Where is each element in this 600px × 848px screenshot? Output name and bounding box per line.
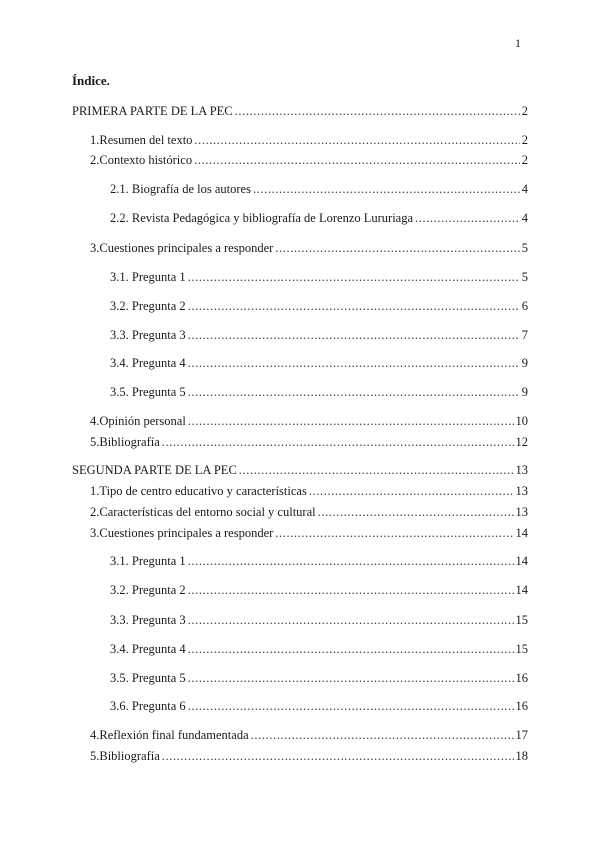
toc-entry-page: 13 bbox=[515, 463, 528, 477]
toc-entry-label: Tipo de centro educativo y características bbox=[99, 484, 307, 498]
toc-entry-label: 2.1. Biografía de los autores bbox=[110, 182, 251, 196]
toc-entry-page: 15 bbox=[515, 642, 528, 656]
toc-leader bbox=[188, 641, 514, 657]
toc-entry[interactable] bbox=[90, 240, 528, 256]
toc-entry-page: 2 bbox=[521, 153, 528, 167]
toc-entry-page: 14 bbox=[515, 583, 528, 597]
toc-entry-label: 3.2. Pregunta 2 bbox=[110, 299, 186, 313]
toc-entry[interactable] bbox=[90, 434, 528, 450]
toc-leader bbox=[188, 384, 520, 400]
toc-entry-label: Reflexión final fundamentada bbox=[99, 728, 249, 742]
toc-entry-page: 9 bbox=[521, 385, 528, 399]
toc-entry-label: 3.5. Pregunta 5 bbox=[110, 671, 186, 685]
toc-leader bbox=[194, 152, 520, 168]
toc-leader bbox=[188, 698, 514, 714]
toc-entry-label: Resumen del texto bbox=[99, 133, 193, 147]
toc-entry-page: 7 bbox=[521, 328, 528, 342]
toc-entry-label: Cuestiones principales a responder bbox=[99, 241, 274, 255]
toc-entry[interactable] bbox=[90, 525, 528, 541]
toc-entry[interactable] bbox=[110, 582, 528, 598]
toc-entry-page: 12 bbox=[515, 435, 528, 449]
toc-leader bbox=[188, 269, 520, 285]
toc-leader bbox=[162, 748, 514, 764]
toc-entry-number: 3. bbox=[90, 241, 100, 255]
toc-leader bbox=[188, 327, 520, 343]
toc-entry-label: Opinión personal bbox=[99, 414, 186, 428]
toc-entry-page: 10 bbox=[515, 414, 528, 428]
toc-entry-page: 13 bbox=[515, 484, 528, 498]
toc-leader bbox=[239, 462, 514, 478]
toc-entry[interactable] bbox=[110, 269, 528, 285]
toc-title: Índice. bbox=[72, 73, 110, 88]
toc-entry-page: 14 bbox=[515, 554, 528, 568]
toc-leader bbox=[194, 132, 519, 148]
toc-entry[interactable] bbox=[90, 152, 528, 168]
toc-entry-page: 16 bbox=[515, 671, 528, 685]
toc-entry-page: 13 bbox=[515, 505, 528, 519]
toc-entry[interactable] bbox=[110, 298, 528, 314]
toc-entry-page: 6 bbox=[521, 299, 528, 313]
toc-entry-page: 4 bbox=[521, 211, 528, 225]
toc-entry-label: 3.3. Pregunta 3 bbox=[110, 613, 186, 627]
toc-entry-number: 5. bbox=[90, 749, 100, 763]
toc-leader bbox=[188, 612, 514, 628]
toc-entry-label: SEGUNDA PARTE DE LA PEC bbox=[72, 463, 237, 477]
toc-entry-page: 5 bbox=[521, 241, 528, 255]
toc-leader bbox=[309, 483, 514, 499]
toc-entry[interactable] bbox=[90, 132, 528, 148]
toc-entry-label: Bibliografía bbox=[99, 435, 160, 449]
toc-entry[interactable] bbox=[90, 413, 528, 429]
toc-leader bbox=[188, 298, 520, 314]
toc-entry[interactable] bbox=[110, 698, 528, 714]
toc-entry[interactable] bbox=[72, 103, 528, 119]
toc-entry-label: Cuestiones principales a responder bbox=[99, 526, 274, 540]
toc-entry-page: 2 bbox=[521, 133, 528, 147]
toc-entry-page: 5 bbox=[521, 270, 528, 284]
toc-entry-page: 15 bbox=[515, 613, 528, 627]
toc-entry[interactable] bbox=[110, 612, 528, 628]
toc-leader bbox=[188, 553, 514, 569]
toc-entry-number: 1. bbox=[90, 133, 100, 147]
toc-entry-number: 4. bbox=[90, 414, 100, 428]
page-number: 1 bbox=[515, 36, 521, 50]
toc-entry-label: 2.2. Revista Pedagógica y bibliografía de Lorenzo Lururiaga bbox=[110, 211, 414, 225]
toc-entry-label: 3.3. Pregunta 3 bbox=[110, 328, 186, 342]
toc-entry-page: 2 bbox=[521, 104, 528, 118]
toc-leader bbox=[162, 434, 514, 450]
toc-entry-number: 2. bbox=[90, 505, 100, 519]
toc-entry[interactable] bbox=[110, 181, 528, 197]
toc-leader bbox=[275, 525, 513, 541]
toc-entry-page: 18 bbox=[515, 749, 528, 763]
toc-leader bbox=[188, 355, 520, 371]
toc-entry[interactable] bbox=[110, 641, 528, 657]
toc-entry-number: 1. bbox=[90, 484, 100, 498]
toc-leader bbox=[251, 727, 514, 743]
toc-entry-label: 3.5. Pregunta 5 bbox=[110, 385, 186, 399]
toc-entry-page: 14 bbox=[515, 526, 528, 540]
toc-entry-page: 4 bbox=[521, 182, 528, 196]
toc-leader bbox=[188, 413, 514, 429]
toc-entry-label: 3.1. Pregunta 1 bbox=[110, 270, 186, 284]
toc-leader bbox=[275, 240, 519, 256]
toc-entry-label: 3.2. Pregunta 2 bbox=[110, 583, 186, 597]
toc-leader bbox=[188, 582, 514, 598]
toc-entry[interactable] bbox=[90, 483, 528, 499]
toc-entry-label: 3.6. Pregunta 6 bbox=[110, 699, 186, 713]
toc-entry[interactable] bbox=[110, 670, 528, 686]
toc-entry-label: Bibliografía bbox=[99, 749, 160, 763]
toc-entry-page: 9 bbox=[521, 356, 528, 370]
toc-entry-page: 16 bbox=[515, 699, 528, 713]
toc-entry[interactable] bbox=[72, 462, 528, 478]
toc-entry-number: 5. bbox=[90, 435, 100, 449]
toc-entry[interactable] bbox=[110, 210, 528, 226]
toc-leader bbox=[188, 670, 514, 686]
toc-entry-number: 2. bbox=[90, 153, 100, 167]
toc-entry[interactable] bbox=[90, 727, 528, 743]
toc-entry-label: 3.1. Pregunta 1 bbox=[110, 554, 186, 568]
toc-entry[interactable] bbox=[110, 355, 528, 371]
toc-entry-label: 3.4. Pregunta 4 bbox=[110, 356, 186, 370]
toc-leader bbox=[415, 210, 520, 226]
toc-entry[interactable] bbox=[90, 748, 528, 764]
toc-leader bbox=[318, 504, 514, 520]
toc-leader bbox=[253, 181, 520, 197]
toc-entry[interactable] bbox=[90, 504, 528, 520]
toc-leader bbox=[235, 103, 520, 119]
toc-entry[interactable] bbox=[110, 327, 528, 343]
toc-entry-label: Características del entorno social y cultural bbox=[99, 505, 316, 519]
toc-entry-label: 3.4. Pregunta 4 bbox=[110, 642, 186, 656]
toc-entry[interactable] bbox=[110, 384, 528, 400]
toc-entry[interactable] bbox=[110, 553, 528, 569]
toc-entry-number: 4. bbox=[90, 728, 100, 742]
toc-entry-page: 17 bbox=[515, 728, 528, 742]
toc-entry-number: 3. bbox=[90, 526, 100, 540]
toc-entry-label: PRIMERA PARTE DE LA PEC bbox=[72, 104, 233, 118]
toc-entry-label: Contexto histórico bbox=[99, 153, 193, 167]
